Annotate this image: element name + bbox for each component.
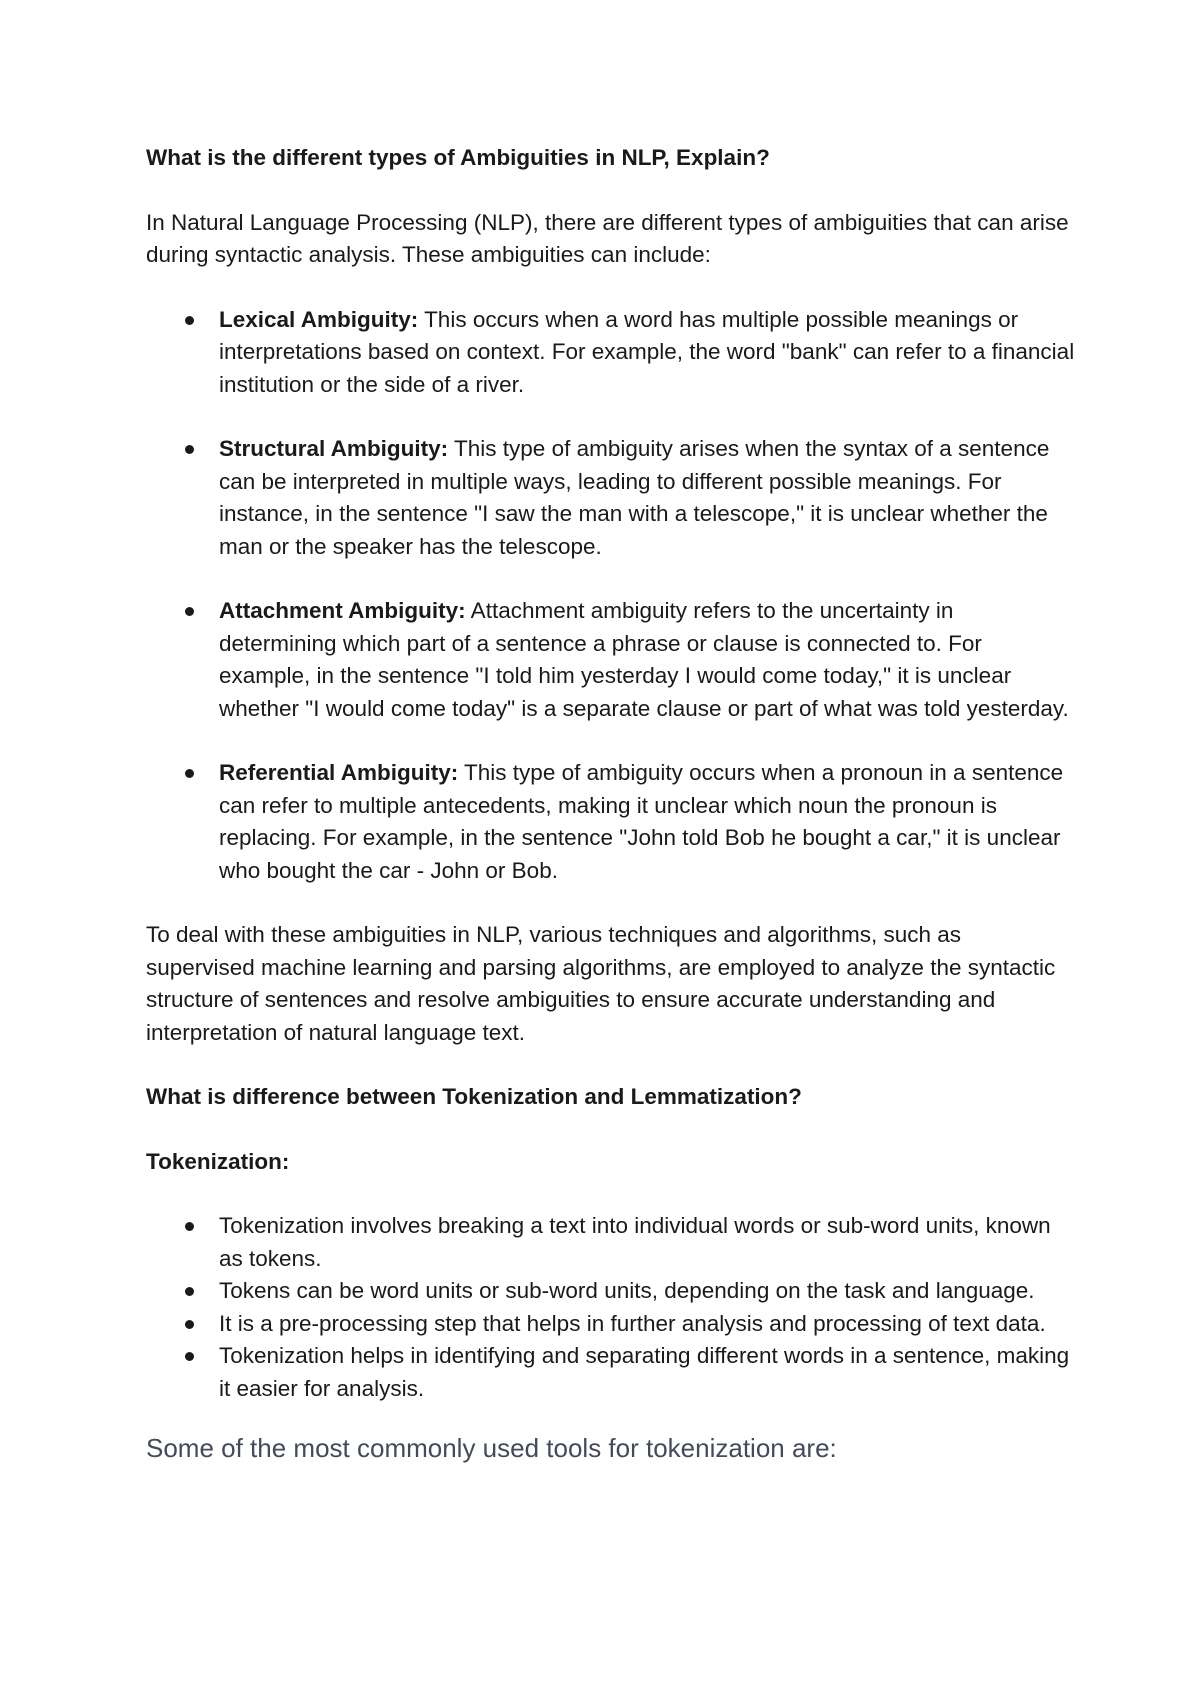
term-label: Structural Ambiguity: [219, 436, 449, 461]
list-item-text: Tokens can be word units or sub-word units, depending on the task and language. [219, 1278, 1035, 1303]
tools-heading: Some of the most commonly used tools for tokenization are: [146, 1433, 837, 1463]
list-item [146, 1308, 1076, 1341]
list-item-lexical-ambiguity [146, 304, 1076, 402]
question-heading-tokenization-lemmatization: What is difference between Tokenization and Lemmatization? [146, 1084, 802, 1109]
term-label: Referential Ambiguity: [219, 760, 459, 785]
list-item-text: Tokenization helps in identifying and separating different words in a sentence, making it easier for analysis. [219, 1343, 1070, 1401]
bullet-icon [185, 445, 194, 454]
bullet-icon [185, 1352, 194, 1361]
term-description: This occurs when a word has multiple possible meanings or interpretations based on context. For example, the word "bank" can refer to a financial institution or the side of a river. [219, 306, 1075, 397]
bullet-icon [185, 607, 194, 616]
bullet-icon [185, 1287, 194, 1296]
bullet-icon [185, 769, 194, 778]
conclusion-paragraph: To deal with these ambiguities in NLP, various techniques and algorithms, such as supervised machine learning and parsing algorithms, are employed to analyze the syntactic structure of sentences and resolve ambiguities to ensure accurate understanding and interpretation of natural language text. [146, 922, 1056, 1045]
term-description: This type of ambiguity occurs when a pronoun in a sentence can refer to multiple antecedents, making it unclear which noun the pronoun is replacing. For example, in the sentence "John told Bob he bought a car," it is unclear who bought the car - John or Bob. [219, 760, 1064, 883]
term-description: This type of ambiguity arises when the syntax of a sentence can be interpreted in multiple ways, leading to different possible meanings. For instance, in the sentence "I saw the man with a telescope," it is unclear whether the man or the speaker has the telescope. [219, 436, 1050, 559]
ambiguity-list [146, 304, 1076, 888]
intro-paragraph: In Natural Language Processing (NLP), there are different types of ambiguities that can arise during syntactic analysis. These ambiguities can include: [146, 209, 1069, 267]
list-item-structural-ambiguity [146, 433, 1076, 563]
term-label: Lexical Ambiguity: [219, 306, 419, 332]
list-item [146, 1210, 1076, 1275]
bullet-icon [185, 316, 194, 325]
tokenization-list [146, 1210, 1076, 1405]
list-item-text: Tokenization involves breaking a text into individual words or sub-word units, known as tokens. [219, 1213, 1051, 1271]
bullet-icon [185, 1222, 194, 1231]
document-page [146, 142, 1076, 1465]
term-label: Attachment Ambiguity: [219, 598, 466, 623]
question-heading-ambiguities: What is the different types of Ambiguities in NLP, Explain? [146, 145, 770, 170]
list-item-referential-ambiguity [146, 757, 1076, 887]
list-item [146, 1275, 1076, 1308]
list-item [146, 1340, 1076, 1405]
list-item-text: It is a pre-processing step that helps in further analysis and processing of text data. [219, 1310, 1046, 1336]
term-description: Attachment ambiguity refers to the uncertainty in determining which part of a sentence a phrase or clause is connected to. For example, in the sentence "I told him yesterday I would come today," it is unclear whether "I would come today" is a separate clause or part of what was told yesterday. [219, 598, 1069, 721]
list-item-attachment-ambiguity [146, 595, 1076, 725]
bullet-icon [185, 1320, 194, 1329]
tokenization-subheading: Tokenization: [146, 1148, 290, 1174]
